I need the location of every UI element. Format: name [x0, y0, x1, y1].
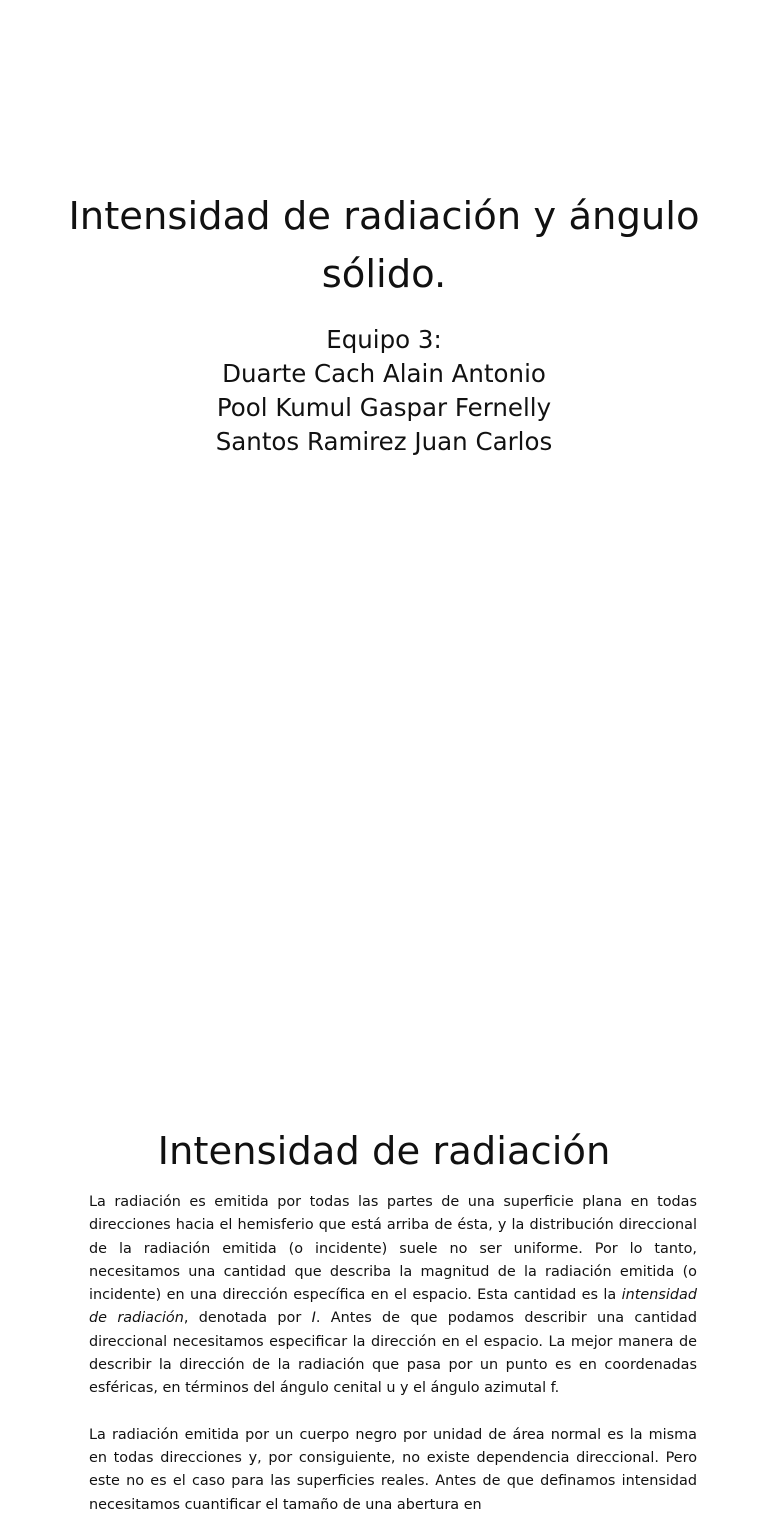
team-member: Pool Kumul Gaspar Fernelly — [216, 393, 552, 422]
paragraph — [89, 1191, 697, 1401]
paragraph: La radiación emitida por un cuerpo negro por unidad de área normal es la misma en todas direcciones y, por consiguiente, no existe dependencia direccional. Pero este no es el caso para las superficies reales. Antes de que definamos intensidad necesitamos cuantificar el tamaño de una abertura en — [89, 1426, 697, 1513]
team-member: Duarte Cach Alain Antonio — [222, 359, 546, 388]
slide-title: Intensidad de radiación y ángulo sólido. — [68, 194, 700, 297]
title-slide — [0, 0, 768, 512]
section-title: Intensidad de radiación — [157, 1129, 611, 1174]
content-slide — [0, 512, 768, 1513]
emphasis-term: intensidad de radiación — [89, 1287, 697, 1327]
paragraph-text: , denotada por — [183, 1310, 312, 1327]
team-member: Santos Ramirez Juan Carlos — [215, 427, 553, 456]
team-info — [40, 323, 728, 459]
paragraph-text: La radiación es emitida por todas las partes de una superficie plana en todas direcciones hacia el hemisferio que está arriba de ésta, y la distribución direccional de la radiación emitida (o incidente) suele no ser uniforme. Por lo tanto, necesitamos una cantidad que describa la magnitud de la radiación emitida (o incidente) en una dirección específica en el espacio. Esta cantidad es la — [89, 1194, 697, 1304]
team-label: Equipo 3: — [326, 325, 442, 354]
paragraph-text: . Antes de que podamos describir una cantidad direccional necesitamos especificar la dirección en el espacio. La mejor manera de describir la dirección de la radiación que pasa por un punto es en coordenadas esféricas, en términos del ángulo cenital u y el ángulo azimutal f. — [89, 1310, 697, 1397]
body-text — [89, 1191, 697, 1540]
emphasis-symbol: I — [311, 1310, 316, 1327]
